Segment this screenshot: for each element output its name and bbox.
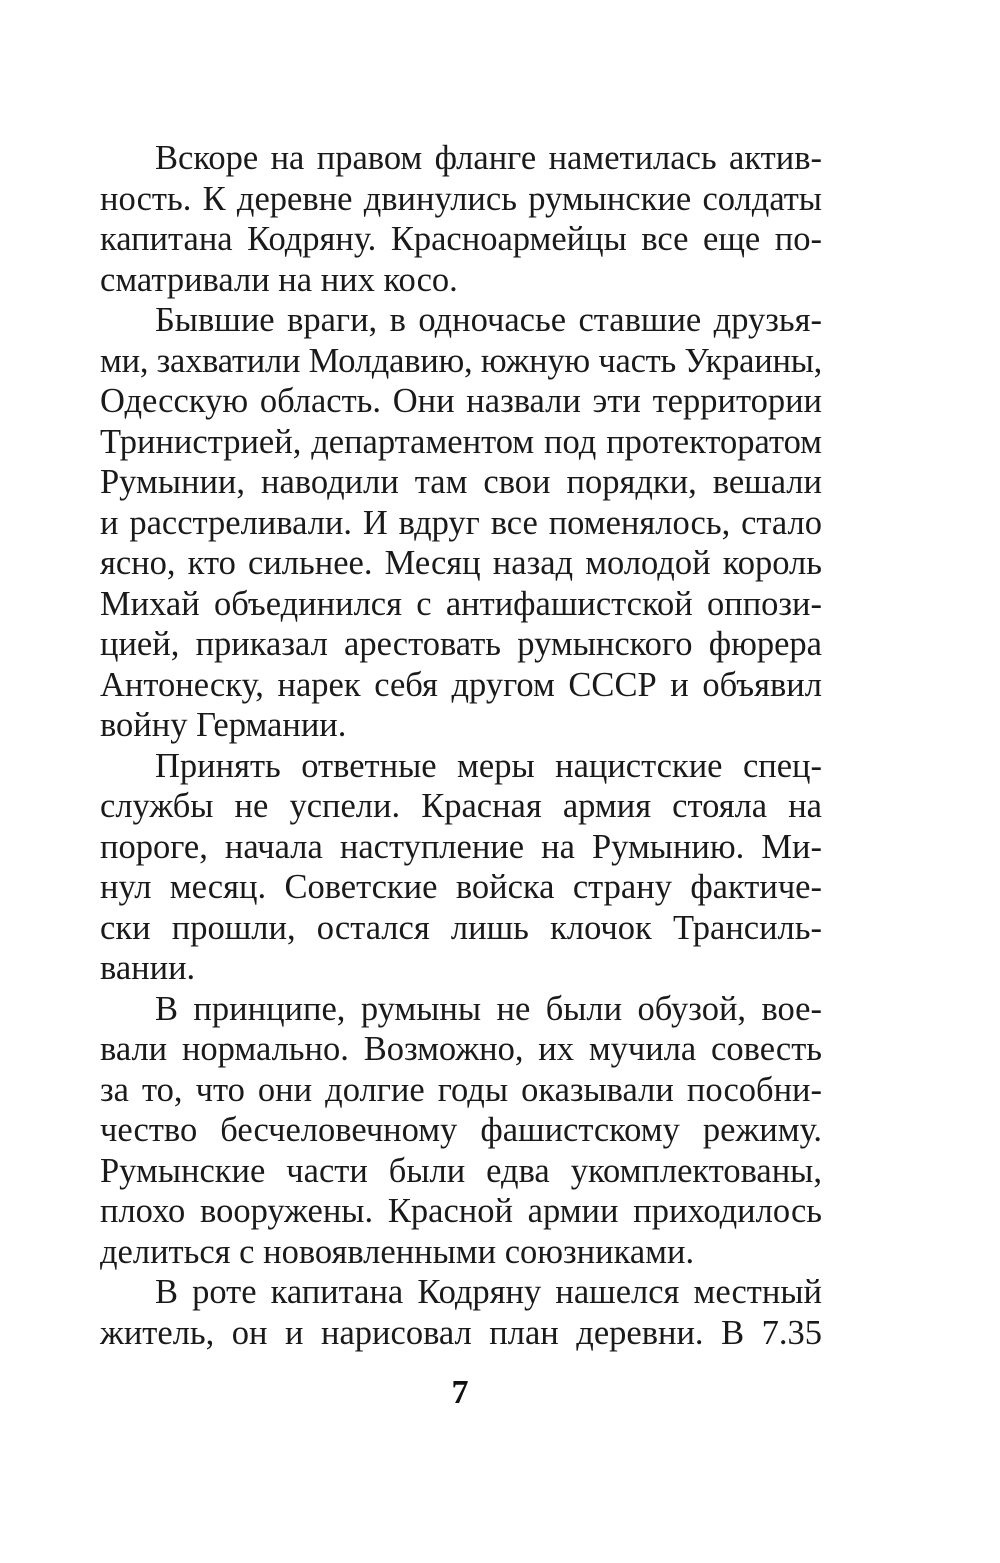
paragraph bbox=[100, 300, 822, 746]
body-text bbox=[100, 138, 822, 1353]
text-line: ми, захватили Молдавию, южную часть Украины, bbox=[100, 341, 823, 380]
text-line: ски прошли, остался лишь клочок Трансиль- bbox=[100, 908, 822, 947]
text-line: ность. К деревне двинулись румынские солдаты bbox=[100, 179, 822, 218]
text-line: Румынские части были едва укомплектованы, bbox=[100, 1151, 822, 1190]
text-line: ясно, кто сильнее. Месяц назад молодой король bbox=[100, 544, 822, 582]
text-line: Вскоре на правом фланге наметилась актив- bbox=[155, 139, 822, 177]
text-line: Бывшие враги, в одночасье ставшие друзья- bbox=[155, 301, 822, 339]
text-line: войну Германии. bbox=[100, 706, 347, 744]
text-line: Антонеску, нарек себя другом СССР и объявил bbox=[100, 665, 822, 704]
text-line: чество бесчеловечному фашистскому режиму. bbox=[100, 1111, 822, 1149]
page-number: 7 bbox=[451, 1374, 469, 1411]
text-line: Одесскую область. Они назвали эти территории bbox=[100, 382, 822, 420]
text-line: пороге, начала наступление на Румынию. Ми- bbox=[100, 827, 822, 866]
text-line: плохо вооружены. Красной армии приходилось bbox=[100, 1192, 822, 1230]
paragraph bbox=[100, 138, 822, 300]
text-line: сматривали на них косо. bbox=[100, 260, 458, 299]
text-line: за то, что они долгие годы оказывали пособни- bbox=[100, 1070, 822, 1109]
text-line: Михай объединился с антифашистской оппози- bbox=[100, 584, 822, 623]
paragraph bbox=[100, 989, 822, 1273]
text-line: В роте капитана Кодряну нашелся местный bbox=[155, 1273, 822, 1311]
text-line: службы не успели. Красная армия стояла на bbox=[100, 787, 822, 825]
text-line: нул месяц. Советские войска страну фактиче- bbox=[100, 868, 822, 906]
text-line: и расстреливали. И вдруг все поменялось, стало bbox=[100, 503, 822, 542]
text-line: Тринистрией, департаментом под протекторатом bbox=[100, 422, 822, 461]
text-line: делиться с новоявленными союзниками. bbox=[100, 1232, 695, 1271]
text-line: вали нормально. Возможно, их мучила совесть bbox=[100, 1030, 822, 1068]
text-line: капитана Кодряну. Красноармейцы все еще по- bbox=[100, 220, 822, 258]
text-line: житель, он и нарисовал план деревни. В 7.35 bbox=[100, 1313, 822, 1352]
text-line: цией, приказал арестовать румынского фюрера bbox=[100, 625, 822, 663]
text-line: вании. bbox=[100, 949, 196, 987]
text-line: В принципе, румыны не были обузой, вое- bbox=[155, 989, 822, 1028]
text-line: Румынии, наводили там свои порядки, вешали bbox=[100, 463, 822, 501]
paragraph bbox=[100, 1272, 822, 1353]
paragraph bbox=[100, 746, 822, 989]
text-line: Принять ответные меры нацистские спец- bbox=[155, 746, 822, 785]
